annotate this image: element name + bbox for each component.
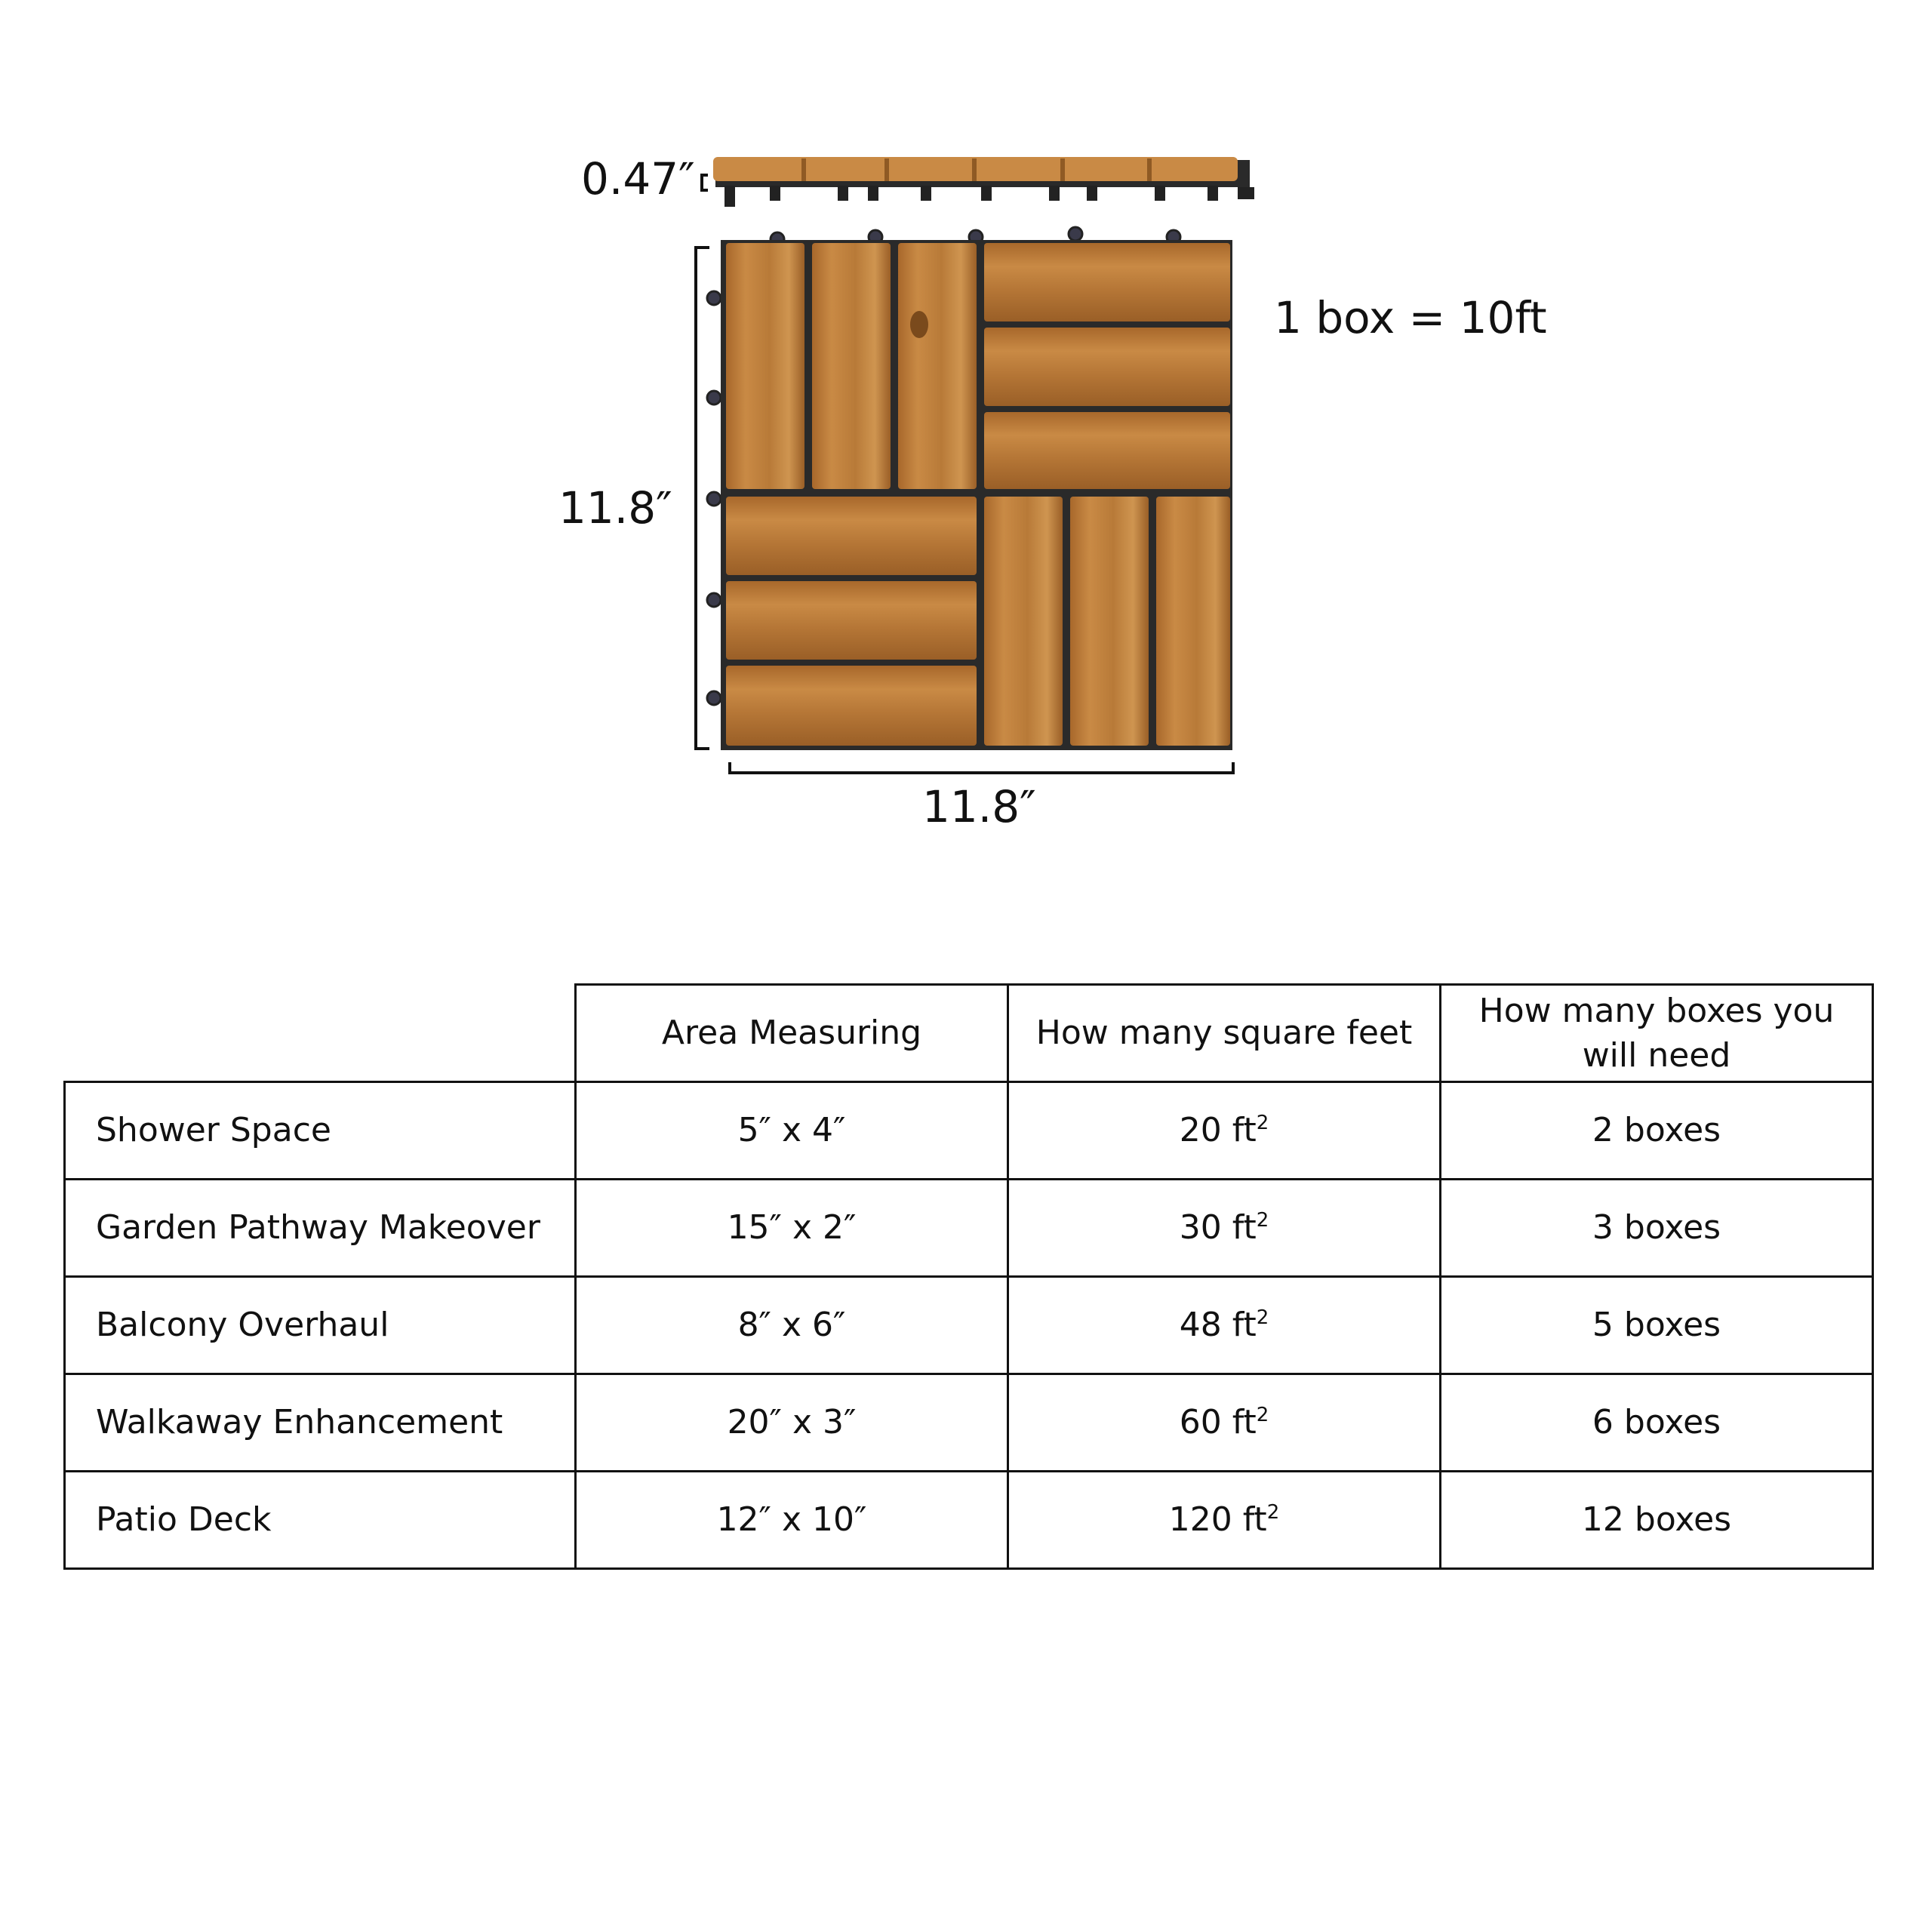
- row-boxes: 6 boxes: [1441, 1374, 1873, 1472]
- row-boxes: 2 boxes: [1441, 1082, 1873, 1180]
- row-area: 5″ x 4″: [576, 1082, 1008, 1180]
- height-label: 11.8″: [558, 482, 672, 534]
- row-sqft: 20 $ft^2$: [1008, 1082, 1441, 1180]
- quadrant-top-right: [984, 243, 1230, 489]
- row-name: Garden Pathway Makeover: [65, 1180, 576, 1277]
- quadrant-top-left: [726, 243, 977, 489]
- thickness-label: 0.47″: [581, 153, 695, 205]
- row-boxes: 5 boxes: [1441, 1277, 1873, 1374]
- table-corner-cell: [65, 985, 576, 1082]
- header-square-feet: How many square feet: [1008, 985, 1441, 1082]
- row-area: 20″ x 3″: [576, 1374, 1008, 1472]
- table-row: [65, 1374, 1873, 1472]
- row-boxes: 12 boxes: [1441, 1472, 1873, 1569]
- row-boxes: 3 boxes: [1441, 1180, 1873, 1277]
- row-name: Shower Space: [65, 1082, 576, 1180]
- quadrant-bottom-left: [726, 497, 977, 746]
- table-row: [65, 1082, 1873, 1180]
- quadrant-bottom-right: [984, 497, 1230, 746]
- row-sqft: 30 $ft^2$: [1008, 1180, 1441, 1277]
- row-sqft: 60 $ft^2$: [1008, 1374, 1441, 1472]
- header-boxes-needed: How many boxes you will need: [1441, 985, 1873, 1082]
- width-bracket: [730, 762, 1233, 773]
- table-row: [65, 1180, 1873, 1277]
- row-sqft: 120 $ft^2$: [1008, 1472, 1441, 1569]
- row-name: Balcony Overhaul: [65, 1277, 576, 1374]
- row-name: Patio Deck: [65, 1472, 576, 1569]
- table-row: [65, 1277, 1873, 1374]
- row-area: 12″ x 10″: [576, 1472, 1008, 1569]
- row-sqft: 48 $ft^2$: [1008, 1277, 1441, 1374]
- width-label: 11.8″: [922, 781, 1036, 832]
- thickness-bracket: [702, 175, 708, 190]
- table-header-row: [65, 985, 1873, 1082]
- tile-side-profile: [713, 157, 1254, 207]
- table-row: [65, 1472, 1873, 1569]
- row-name: Walkaway Enhancement: [65, 1374, 576, 1472]
- box-coverage-label: 1 box = 10ft: [1274, 292, 1547, 343]
- row-area: 15″ x 2″: [576, 1180, 1008, 1277]
- row-area: 8″ x 6″: [576, 1277, 1008, 1374]
- coverage-table: [63, 983, 1874, 1570]
- deck-tile-illustration: [0, 0, 1932, 830]
- header-area-measuring: Area Measuring: [576, 985, 1008, 1082]
